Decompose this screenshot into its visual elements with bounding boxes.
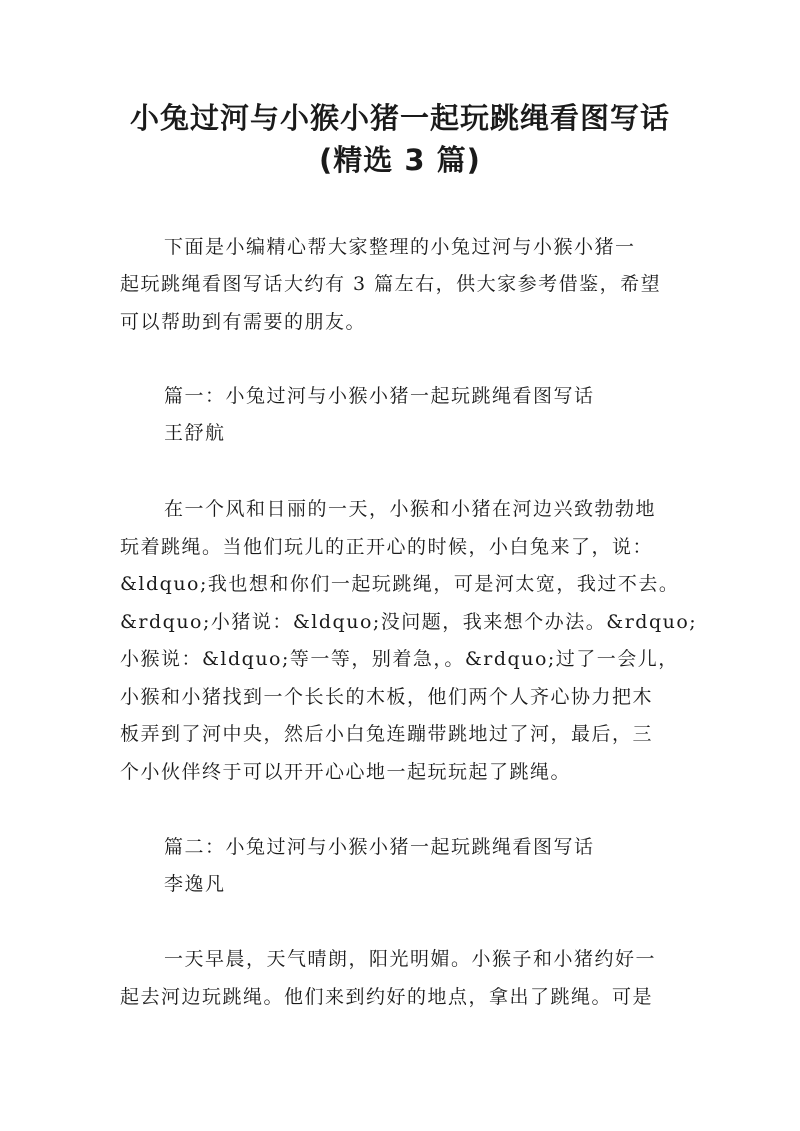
section-heading: 篇二：小兔过河与小猴小猪一起玩跳绳看图写话 (164, 836, 595, 858)
paragraph-line: 小猴和小猪找到一个长长的木板，他们两个人齐心协力把木 (120, 686, 654, 708)
paragraph-line: 在一个风和日丽的一天，小猴和小猪在河边兴致勃勃地 (164, 498, 657, 520)
paragraph-line: 个小伙伴终于可以开开心心地一起玩玩起了跳绳。 (120, 761, 572, 783)
paragraph-line: &rdquo;小猪说：&ldquo;没问题，我来想个办法。&rdquo; (120, 611, 698, 633)
document-title: 小兔过河与小猴小猪一起玩跳绳看图写话 (129, 101, 670, 135)
paragraph-line: &ldquo;我也想和你们一起玩跳绳，可是河太宽，我过不去。 (120, 573, 680, 595)
section-author: 王舒航 (164, 422, 226, 444)
section-heading: 篇一：小兔过河与小猴小猪一起玩跳绳看图写话 (164, 385, 595, 407)
intro-line: 下面是小编精心帮大家整理的小兔过河与小猴小猪一 (164, 236, 636, 258)
paragraph-line: 板弄到了河中央，然后小白兔连蹦带跳地过了河，最后，三 (120, 723, 654, 745)
section-author: 李逸凡 (164, 873, 226, 895)
intro-line: 可以帮助到有需要的朋友。 (120, 311, 367, 333)
intro-line: 起玩跳绳看图写话大约有 3 篇左右，供大家参考借鉴，希望 (120, 273, 662, 295)
document-subtitle: (精选 3 篇) (319, 143, 481, 177)
paragraph-line: 小猴说：&ldquo;等一等，别着急，。&rdquo;过了一会儿， (120, 648, 679, 670)
paragraph-line: 玩着跳绳。当他们玩儿的正开心的时候，小白兔来了，说： (120, 536, 654, 558)
paragraph-line: 一天早晨，天气晴朗，阳光明媚。小猴子和小猪约好一 (164, 948, 657, 970)
paragraph-line: 起去河边玩跳绳。他们来到约好的地点，拿出了跳绳。可是 (120, 986, 654, 1008)
